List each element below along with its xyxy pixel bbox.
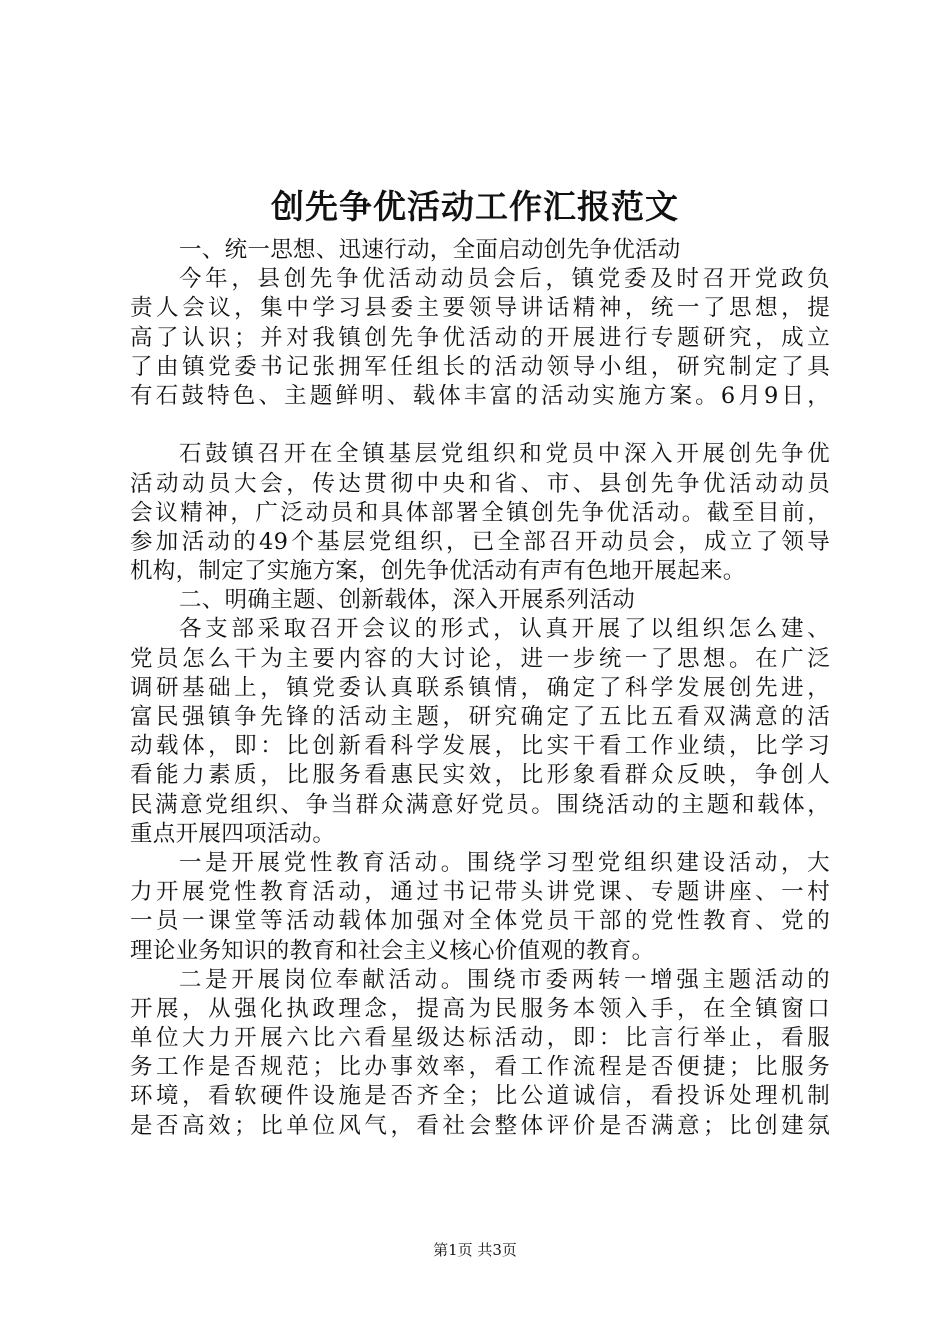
paragraph-line: 富民强镇争先锋的活动主题，研究确定了五比五看双满意的活	[130, 704, 830, 730]
paragraph-line: 民满意党组织、争当群众满意好党员。围绕活动的主题和载体，	[130, 791, 830, 818]
document-body	[130, 236, 830, 1141]
section-heading: 一、统一思想、迅速行动，全面启动创先争优活动	[179, 237, 681, 263]
paragraph-line: 开展，从强化执政理念，提高为民服务本领入手，在全镇窗口	[130, 995, 830, 1022]
paragraph-line: 务工作是否规范；比办事效率，看工作流程是否便捷；比服务	[130, 1054, 830, 1081]
document-title: 创先争优活动工作汇报范文	[271, 187, 679, 226]
paragraph-line: 重点开展四项活动。	[130, 820, 336, 847]
paragraph-line: 看能力素质，比服务看惠民实效，比形象看群众反映，争创人	[130, 762, 830, 789]
paragraph-line: 高了认识；并对我镇创先争优活动的开展进行专题研究，成立	[130, 324, 830, 351]
paragraph-line: 一员一课堂等活动载体加强对全体党员干部的党性教育、党的	[130, 908, 830, 935]
paragraph-line: 环境，看软硬件设施是否齐全；比公道诚信，看投诉处理机制	[130, 1083, 830, 1110]
page-indicator: 第1页 共3页	[433, 1241, 517, 1259]
paragraph-line: 有石鼓特色、主题鲜明、载体丰富的活动实施方案。6月9日，	[130, 382, 830, 409]
paragraph-gap	[130, 411, 830, 440]
paragraph-line: 了由镇党委书记张拥军任组长的活动领导小组，研究制定了具	[130, 353, 830, 380]
paragraph-line: 石鼓镇召开在全镇基层党组织和党员中深入开展创先争优	[179, 441, 830, 468]
paragraph-line: 党员怎么干为主要内容的大讨论，进一步统一了思想。在广泛	[130, 645, 830, 672]
paragraph-line: 理论业务知识的教育和社会主义核心价值观的教育。	[130, 937, 655, 964]
paragraph-line: 一是开展党性教育活动。围绕学习型党组织建设活动，大	[179, 849, 830, 876]
paragraph-line: 责人会议，集中学习县委主要领导讲话精神，统一了思想，提	[130, 295, 830, 322]
paragraph-line: 单位大力开展六比六看星级达标活动，即：比言行举止，看服	[130, 1025, 830, 1052]
paragraph-line: 调研基础上，镇党委认真联系镇情，确定了科学发展创先进，	[130, 674, 830, 701]
paragraph-line: 今年，县创先争优活动动员会后，镇党委及时召开党政负	[179, 266, 830, 293]
paragraph-line: 参加活动的49个基层党组织，已全部召开动员会，成立了领导	[130, 528, 830, 555]
paragraph-line: 各支部采取召开会议的形式，认真开展了以组织怎么建、	[179, 616, 830, 643]
paragraph-line: 二是开展岗位奉献活动。围绕市委两转一增强主题活动的	[179, 966, 830, 993]
paragraph-line: 机构，制定了实施方案，创先争优活动有声有色地开展起来。	[130, 558, 746, 585]
section-heading: 二、明确主题、创新载体，深入开展系列活动	[179, 587, 636, 614]
paragraph-line: 动载体，即：比创新看科学发展，比实干看工作业绩，比学习	[130, 733, 830, 760]
paragraph-line: 会议精神，广泛动员和具体部署全镇创先争优活动。截至目前，	[130, 499, 830, 526]
paragraph-line: 是否高效；比单位风气，看社会整体评价是否满意；比创建氛	[130, 1112, 830, 1139]
paragraph-line: 活动动员大会，传达贯彻中央和省、市、县创先争优活动动员	[130, 470, 830, 497]
paragraph-line: 力开展党性教育活动，通过书记带头讲党课、专题讲座、一村	[130, 879, 830, 906]
